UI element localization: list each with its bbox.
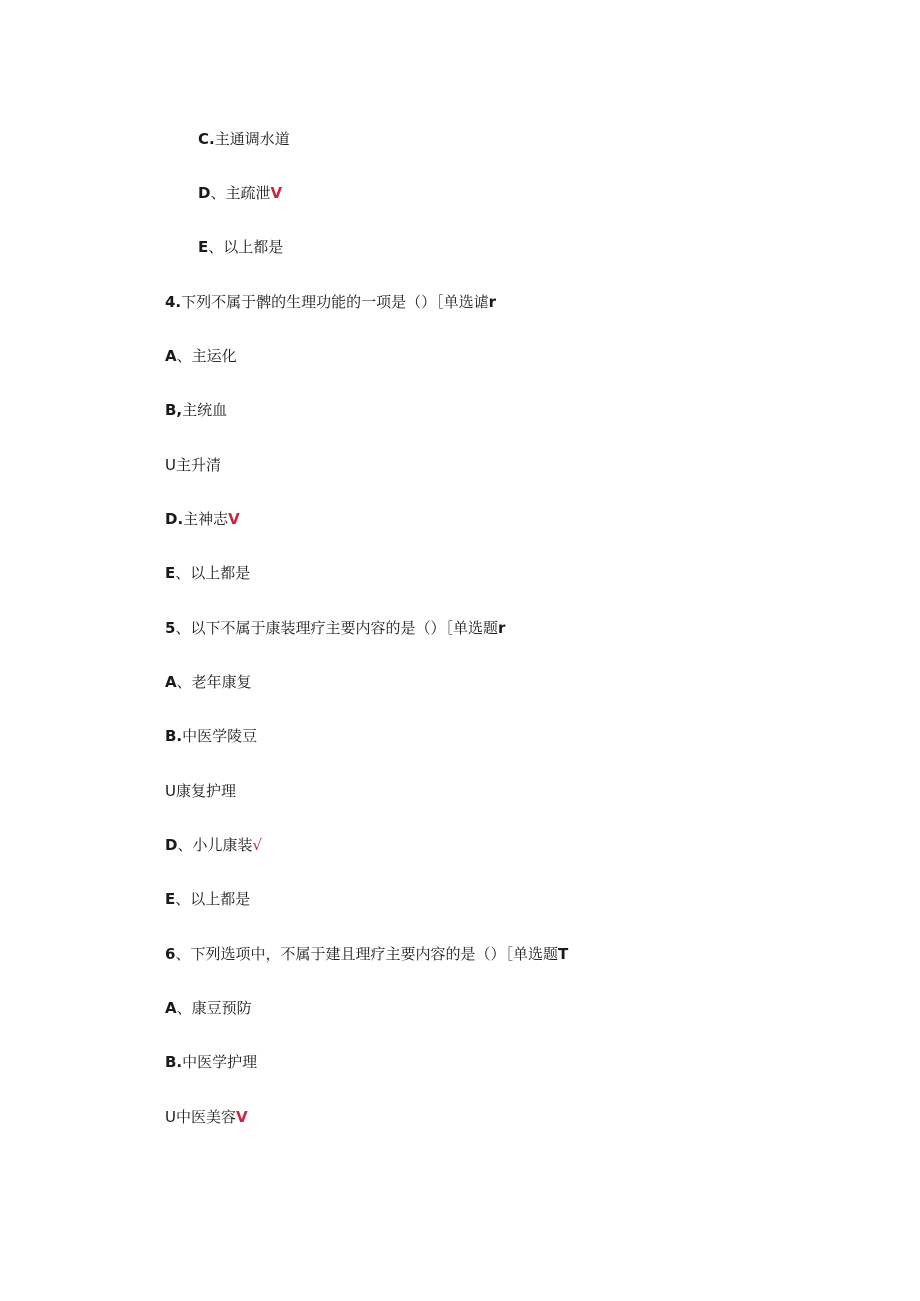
option-d-line-q5 xyxy=(165,835,262,855)
option-text: 、老年康复 xyxy=(176,673,252,691)
option-label: E xyxy=(198,238,209,256)
option-b-line-q4 xyxy=(165,400,227,420)
option-label: E xyxy=(165,564,176,582)
correct-check-mark: V xyxy=(228,510,240,528)
option-label: D xyxy=(198,184,211,202)
option-text: U中医美容 xyxy=(165,1108,236,1126)
correct-check-mark: V xyxy=(235,1108,248,1126)
option-c-line-q3 xyxy=(198,129,290,149)
option-text: 、以上都是 xyxy=(175,564,251,582)
option-text: 中医学陵豆 xyxy=(182,727,258,745)
option-text: U主升清 xyxy=(165,456,221,474)
option-text: 、主运化 xyxy=(176,347,237,365)
option-e-line-q4 xyxy=(165,563,250,583)
option-text: 、以上都是 xyxy=(175,890,251,908)
option-label: B. xyxy=(165,1053,183,1071)
question-type-tag: T xyxy=(557,945,569,963)
question-number: 5 xyxy=(165,619,176,637)
option-e-line-q5 xyxy=(165,889,250,909)
question-text: 、下列选项中，不属于建且理疗主要内容的是（）［单选题 xyxy=(175,945,558,963)
option-text: 主神志 xyxy=(183,510,229,528)
question-type-tag: r xyxy=(488,293,497,311)
option-b-line-q6 xyxy=(165,1052,257,1072)
option-text: 、主疏泄 xyxy=(210,184,271,202)
question-5-stem xyxy=(165,618,505,638)
option-c-line-q5 xyxy=(165,781,236,801)
option-e-line-q3 xyxy=(198,237,283,257)
option-label: A xyxy=(165,999,177,1017)
option-c-line-q6 xyxy=(165,1107,248,1127)
option-label: A xyxy=(165,347,177,365)
question-text: 下列不属于髀的生理功能的一项是（）［单选谑 xyxy=(181,293,489,311)
option-label: E xyxy=(165,890,176,908)
option-b-line-q5 xyxy=(165,726,257,746)
option-text: 、小儿康装 xyxy=(177,836,253,854)
option-text: 主通调水道 xyxy=(214,130,290,148)
option-text: U康复护理 xyxy=(165,782,236,800)
option-a-line-q6 xyxy=(165,998,252,1018)
option-text: 、康豆预防 xyxy=(176,999,252,1017)
option-a-line-q4 xyxy=(165,346,237,366)
correct-check-mark: √ xyxy=(252,836,263,854)
option-label: A xyxy=(165,673,177,691)
question-number: 4. xyxy=(165,293,182,311)
option-label: D. xyxy=(165,510,184,528)
option-label: C. xyxy=(198,130,215,148)
question-number: 6 xyxy=(165,945,176,963)
question-type-tag: r xyxy=(497,619,506,637)
question-6-stem xyxy=(165,944,568,964)
question-text: 、以下不属于康装理疗主要内容的是（）［单选题 xyxy=(175,619,498,637)
option-label: D xyxy=(165,836,178,854)
option-text: 主统血 xyxy=(182,401,228,419)
option-text: 、以上都是 xyxy=(208,238,284,256)
option-text: 中医学护理 xyxy=(182,1053,258,1071)
correct-check-mark: V xyxy=(270,184,283,202)
option-label: B. xyxy=(165,727,183,745)
option-d-line-q4 xyxy=(165,509,240,529)
option-c-line-q4 xyxy=(165,455,221,475)
question-4-stem xyxy=(165,292,496,312)
option-a-line-q5 xyxy=(165,672,252,692)
option-d-line-q3 xyxy=(198,183,282,203)
option-label: B, xyxy=(165,401,183,419)
